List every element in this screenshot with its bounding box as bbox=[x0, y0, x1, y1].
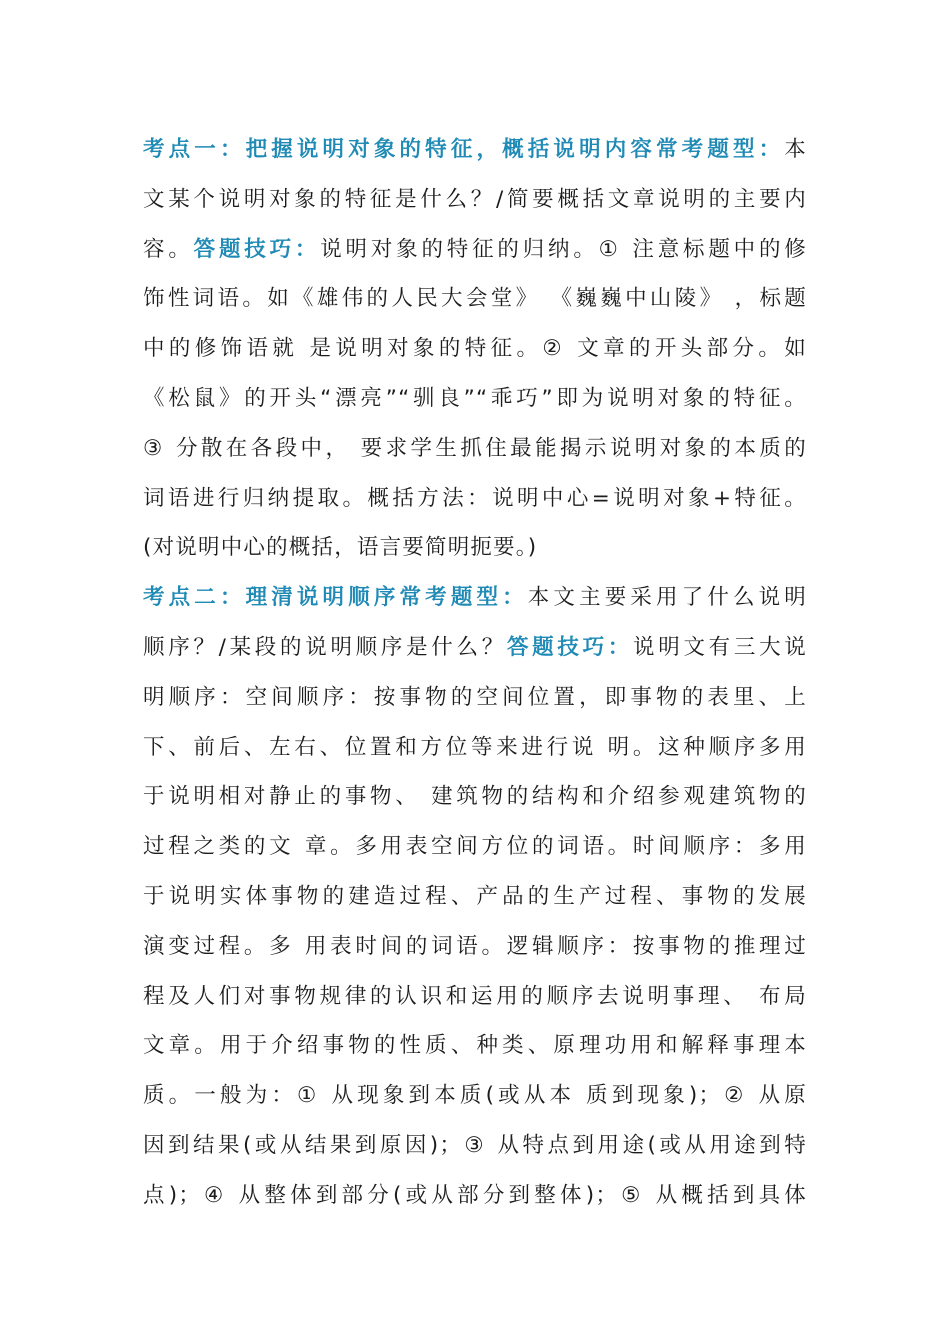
text-line bbox=[143, 125, 807, 175]
body-text: 本文主要采用了什么说明 bbox=[527, 585, 807, 611]
text-line: 过程之类的文 章。多用表空间方位的词语。时间顺序：多用 bbox=[143, 834, 807, 860]
text-line: 词语进行归纳提取。概括方法：说明中心=说明对象+特征。 bbox=[143, 485, 807, 511]
text-line: 文章。用于介绍事物的性质、种类、原理功用和解释事理本 bbox=[143, 1033, 807, 1059]
text-line: 文某个说明对象的特征是什么？/简要概括文章说明的主要内 bbox=[143, 186, 807, 212]
answer-tips-label: 答题技巧： bbox=[193, 236, 321, 262]
document-body bbox=[143, 125, 807, 1221]
text-line: (对说明中心的概括，语言要简明扼要。) bbox=[143, 535, 538, 561]
body-text: 本 bbox=[784, 137, 807, 162]
body-text: 说明文有三大说 bbox=[633, 634, 807, 660]
text-line: 《松鼠》的开头“漂亮”“驯良”“乖巧”即为说明对象的特征。 bbox=[143, 385, 807, 411]
text-line: ③ 分散在各段中， 要求学生抓住最能揭示说明对象的本质的 bbox=[143, 435, 807, 461]
text-line: 演变过程。多 用表时间的词语。逻辑顺序：按事物的推理过 bbox=[143, 933, 807, 959]
text-line: 点)；④ 从整体到部分(或从部分到整体)；⑤ 从概括到具体 bbox=[143, 1182, 807, 1208]
body-text: 说明对象的特征的归纳。① 注意标题中的修 bbox=[320, 236, 807, 262]
body-text: 顺序？/某段的说明顺序是什么？ bbox=[143, 634, 507, 660]
text-line bbox=[143, 573, 807, 623]
text-line: 饰性词语。如《雄伟的人民大会堂》 《巍巍中山陵》 ，标题 bbox=[143, 286, 807, 312]
text-line: 中的修饰语就 是说明对象的特征。② 文章的开头部分。如 bbox=[143, 336, 807, 362]
answer-tips-label: 答题技巧： bbox=[506, 634, 634, 660]
text-line: 明顺序：空间顺序：按事物的空间位置，即事物的表里、上 bbox=[143, 684, 807, 710]
text-line: 质。一般为：① 从现象到本质(或从本 质到现象)；② 从原 bbox=[143, 1083, 807, 1109]
body-text: 容。 bbox=[143, 236, 194, 262]
text-line: 因到结果(或从结果到原因)；③ 从特点到用途(或从用途到特 bbox=[143, 1132, 807, 1158]
text-line bbox=[143, 225, 807, 275]
text-line: 程及人们对事物规律的认识和运用的顺序去说明事理、 布局 bbox=[143, 983, 807, 1009]
section-1-heading: 考点一：把握说明对象的特征，概括说明内容常考题型： bbox=[143, 137, 785, 162]
text-line: 于说明相对静止的事物、 建筑物的结构和介绍参观建筑物的 bbox=[143, 784, 807, 810]
text-line bbox=[143, 623, 807, 673]
section-2-heading: 考点二：理清说明顺序常考题型： bbox=[143, 585, 528, 611]
text-line: 下、前后、左右、位置和方位等来进行说 明。这种顺序多用 bbox=[143, 734, 807, 760]
text-line: 于说明实体事物的建造过程、产品的生产过程、事物的发展 bbox=[143, 883, 807, 909]
